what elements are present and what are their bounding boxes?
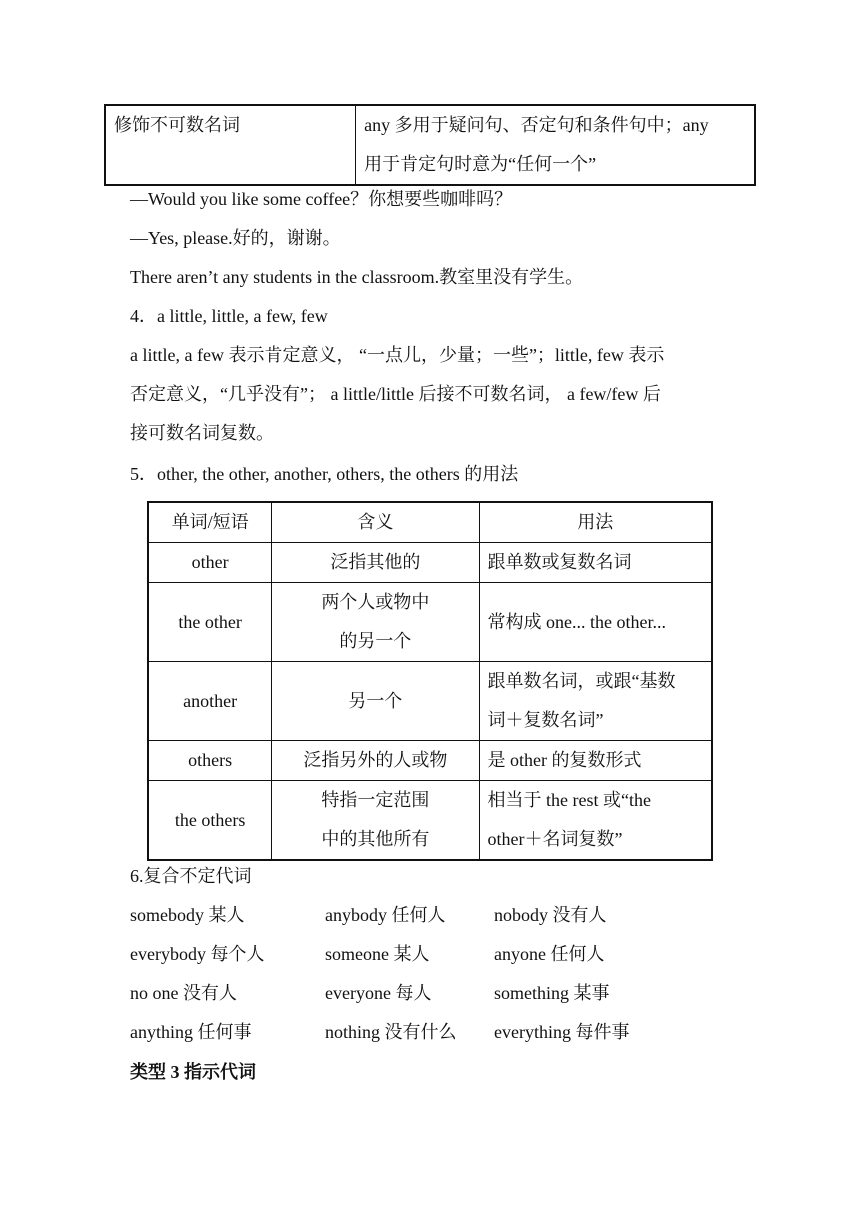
- cell-meaning: [272, 781, 479, 861]
- cell-text-line: 泛指其他的: [330, 552, 421, 572]
- cell-text-line: 另一个: [348, 690, 403, 711]
- cell-word: the others: [148, 781, 272, 861]
- pronoun-entry: everybody 每个人: [130, 944, 265, 964]
- cell-text-line: other＋名词复数”: [487, 829, 623, 849]
- pronoun-entry: somebody 某人: [130, 905, 245, 925]
- cell-text-line: 相当于 the rest 或“the: [487, 790, 651, 810]
- cell-meaning: [272, 741, 479, 781]
- cell-text-line: 中的其他所有: [321, 829, 430, 849]
- example-sentence: There aren’t any students in the classroom.教室里没有学生。: [130, 267, 584, 287]
- cell-word: other: [148, 543, 272, 583]
- section-type3-heading: 类型 3 指示代词: [130, 1062, 256, 1082]
- cell-text-line: 常构成 one... the other...: [487, 611, 667, 632]
- section-4-body-line: 否定意义，“几乎没有”； a little/little 后接不可数名词， a few/few 后: [130, 384, 661, 404]
- section-5-title: 5．other, the other, another, others, the others 的用法: [130, 464, 519, 484]
- cell-text-line: 跟单数名词，或跟“基数: [487, 671, 676, 691]
- table-cell-usage-type: [105, 105, 356, 185]
- pronoun-entry: something 某事: [494, 983, 610, 1003]
- cell-usage: [479, 583, 712, 662]
- indefinite-pronoun-table-continued: [104, 104, 756, 186]
- pronoun-entry: everyone 每人: [325, 983, 432, 1003]
- cell-text: 修饰不可数名词: [114, 115, 240, 135]
- other-usage-table: [147, 501, 713, 861]
- cell-meaning: [272, 662, 479, 741]
- cell-text-line: 是 other 的复数形式: [487, 750, 642, 770]
- section-4-title: 4．a little, little, a few, few: [130, 306, 328, 326]
- cell-usage: [479, 543, 712, 583]
- pronoun-entry: anybody 任何人: [325, 905, 446, 925]
- cell-text-line: 两个人或物中: [321, 592, 430, 612]
- example-answer: —Yes, please.好的，谢谢。: [130, 228, 341, 248]
- pronoun-entry: no one 没有人: [130, 983, 237, 1003]
- table-cell-explanation: [356, 105, 755, 185]
- pronoun-entry: nothing 没有什么: [325, 1022, 457, 1042]
- cell-word: the other: [148, 583, 272, 662]
- section-4-body-line: a little, a few 表示肯定意义， “一点儿，少量；一些”；little, few 表示: [130, 345, 665, 365]
- section-6-title: 6.复合不定代词: [130, 866, 252, 886]
- header-usage: 用法: [479, 502, 712, 543]
- table-row: [148, 662, 712, 741]
- header-meaning: 含义: [272, 502, 479, 543]
- cell-text-line: 用于肯定句时意为“任何一个”: [364, 154, 597, 174]
- pronoun-entry: nobody 没有人: [494, 905, 607, 925]
- cell-text-line: any 多用于疑问句、否定句和条件句中；any: [364, 115, 709, 135]
- cell-text-line: 泛指另外的人或物: [303, 750, 448, 770]
- pronoun-entry: anyone 任何人: [494, 944, 605, 964]
- cell-usage: [479, 662, 712, 741]
- cell-text-line: 跟单数或复数名词: [487, 552, 632, 572]
- table-row: [105, 105, 755, 185]
- cell-usage: [479, 781, 712, 861]
- header-word: 单词/短语: [148, 502, 272, 543]
- cell-word: others: [148, 741, 272, 781]
- cell-meaning: [272, 583, 479, 662]
- cell-text-line: 词＋复数名词”: [487, 710, 604, 730]
- pronoun-entry: anything 任何事: [130, 1022, 252, 1042]
- cell-text-line: 的另一个: [339, 631, 412, 651]
- table-header-row: [148, 502, 712, 543]
- cell-meaning: [272, 543, 479, 583]
- section-4-body-line: 接可数名词复数。: [130, 423, 274, 443]
- table-row: [148, 543, 712, 583]
- pronoun-entry: someone 某人: [325, 944, 430, 964]
- example-question: —Would you like some coffee？你想要些咖啡吗？: [130, 189, 513, 209]
- cell-word: another: [148, 662, 272, 741]
- table-row: [148, 781, 712, 861]
- table-row: [148, 741, 712, 781]
- cell-usage: [479, 741, 712, 781]
- cell-text-line: 特指一定范围: [321, 790, 430, 810]
- table-row: [148, 583, 712, 662]
- pronoun-entry: everything 每件事: [494, 1022, 630, 1042]
